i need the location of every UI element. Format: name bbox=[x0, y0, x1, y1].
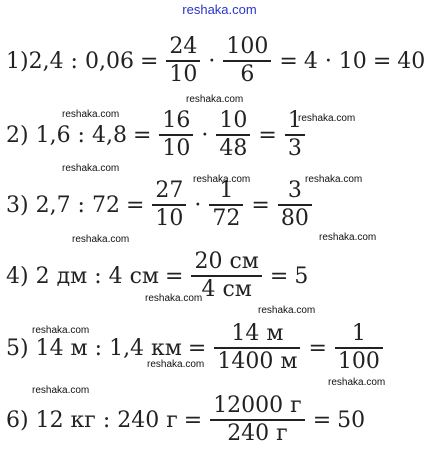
denominator: 100 bbox=[337, 349, 380, 374]
numerator: 1 bbox=[219, 177, 234, 203]
equals-sign: = bbox=[183, 407, 203, 433]
line-1-fraction-1 bbox=[166, 35, 200, 87]
numerator: 27 bbox=[155, 177, 184, 203]
watermark: reshaka.com bbox=[258, 305, 316, 316]
solution-line-3 bbox=[6, 170, 314, 240]
watermark: reshaka.com bbox=[145, 293, 203, 304]
line-1-product: 4 · 10 bbox=[303, 48, 367, 74]
numerator: 1 bbox=[287, 107, 302, 133]
multiply-sign: · bbox=[208, 48, 216, 74]
denominator: 10 bbox=[162, 136, 191, 161]
equals-sign: = bbox=[125, 192, 145, 218]
line-2-fraction-1 bbox=[159, 109, 193, 161]
denominator: 72 bbox=[212, 206, 241, 231]
numerator: 12000 г bbox=[213, 392, 302, 418]
watermark: reshaka.com bbox=[186, 94, 244, 105]
denominator: 4 см bbox=[201, 277, 252, 302]
denominator: 10 bbox=[155, 206, 184, 231]
watermark: reshaka.com bbox=[147, 359, 205, 370]
equals-sign: = bbox=[258, 122, 277, 148]
denominator: 3 bbox=[287, 136, 302, 161]
numerator: 14 м bbox=[231, 320, 284, 346]
denominator: 80 bbox=[280, 206, 309, 231]
line-2-fraction-2 bbox=[216, 109, 250, 161]
watermark: reshaka.com bbox=[72, 234, 130, 245]
equals-sign: = bbox=[372, 48, 392, 74]
equals-sign: = bbox=[308, 335, 327, 361]
numerator: 3 bbox=[287, 177, 302, 203]
watermark: reshaka.com bbox=[305, 174, 363, 185]
watermark: reshaka.com bbox=[328, 377, 386, 388]
equals-sign: = bbox=[165, 263, 184, 289]
multiply-sign: · bbox=[201, 122, 209, 148]
line-4-expression: 4) 2 дм : 4 см bbox=[6, 263, 160, 289]
denominator: 10 bbox=[169, 62, 198, 87]
multiply-sign: · bbox=[194, 192, 202, 218]
equals-sign: = bbox=[279, 48, 298, 74]
numerator: 24 bbox=[169, 33, 198, 59]
watermark: reshaka.com bbox=[298, 113, 356, 124]
line-3-fraction-1 bbox=[152, 179, 186, 231]
numerator: 10 bbox=[219, 107, 248, 133]
denominator: 48 bbox=[219, 136, 248, 161]
solution-line-5 bbox=[6, 313, 385, 383]
line-6-fraction-1 bbox=[210, 394, 305, 446]
numerator: 100 bbox=[226, 33, 269, 59]
denominator: 240 г bbox=[227, 421, 288, 446]
equals-sign: = bbox=[132, 122, 152, 148]
line-5-fraction-1 bbox=[214, 322, 300, 374]
denominator: 6 bbox=[240, 62, 255, 87]
equals-sign: = bbox=[139, 48, 159, 74]
numerator: 20 см bbox=[194, 248, 259, 274]
solution-line-1 bbox=[6, 26, 425, 96]
watermark: reshaka.com bbox=[62, 163, 120, 174]
solution-line-2 bbox=[6, 100, 307, 170]
line-3-expression: 3) 2,7 : 72 bbox=[6, 192, 120, 218]
line-6-result: 50 bbox=[337, 407, 366, 433]
numerator: 1 bbox=[351, 320, 366, 346]
line-1-result: 40 bbox=[397, 48, 426, 74]
line-1-expression: 1)2,4 : 0,06 bbox=[6, 48, 134, 74]
line-1-fraction-2 bbox=[223, 35, 271, 87]
watermark: reshaka.com bbox=[319, 232, 377, 243]
watermark: reshaka.com bbox=[32, 385, 90, 396]
equals-sign: = bbox=[187, 335, 207, 361]
line-2-expression: 2) 1,6 : 4,8 bbox=[6, 122, 127, 148]
numerator: 16 bbox=[162, 107, 191, 133]
equals-sign: = bbox=[251, 192, 270, 218]
line-3-fraction-2 bbox=[209, 179, 243, 231]
line-6-expression: 6) 12 кг : 240 г bbox=[6, 407, 178, 433]
equals-sign: = bbox=[312, 407, 332, 433]
site-header: reshaka.com bbox=[182, 2, 257, 17]
equals-sign: = bbox=[269, 263, 289, 289]
watermark: reshaka.com bbox=[193, 174, 251, 185]
watermark: reshaka.com bbox=[32, 325, 90, 336]
line-4-result: 5 bbox=[294, 263, 309, 289]
watermark: reshaka.com bbox=[62, 109, 120, 120]
line-5-result-fraction bbox=[335, 322, 383, 374]
line-5-expression: 5) 14 м : 1,4 км bbox=[6, 335, 182, 361]
denominator: 1400 м bbox=[217, 349, 298, 374]
line-3-result-fraction bbox=[278, 179, 312, 231]
